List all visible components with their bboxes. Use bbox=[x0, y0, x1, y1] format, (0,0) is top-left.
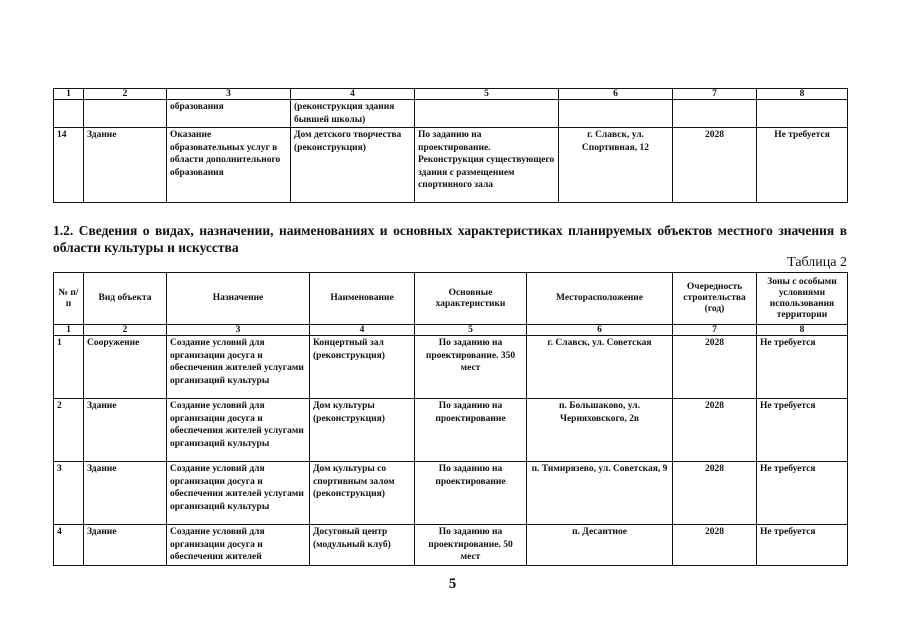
cell: 5 bbox=[415, 325, 527, 336]
cell: п. Большаково, ул. Черняховского, 2в bbox=[527, 399, 673, 462]
cell: По заданию на проектирование bbox=[415, 462, 527, 525]
cell: 8 bbox=[757, 89, 848, 100]
cell: По заданию на проектирование bbox=[415, 399, 527, 462]
objects-table-continued bbox=[53, 88, 848, 203]
column-number-row bbox=[54, 325, 848, 336]
table-row bbox=[54, 462, 848, 525]
cell: 3 bbox=[167, 89, 291, 100]
cell: 6 bbox=[559, 89, 673, 100]
cell: 2 bbox=[54, 399, 84, 462]
cell: 1 bbox=[54, 325, 84, 336]
cell: По заданию на проектирование. 350 мест bbox=[415, 336, 527, 399]
cell: Не требуется bbox=[757, 462, 848, 525]
cell: По заданию на проектирование. 50 мест bbox=[415, 525, 527, 566]
cell: 1 bbox=[54, 336, 84, 399]
cell: Не требуется bbox=[757, 399, 848, 462]
cell: 7 bbox=[673, 89, 757, 100]
column-header: № п/п bbox=[54, 273, 84, 325]
cell: 2028 bbox=[673, 128, 757, 203]
cell: образования bbox=[167, 100, 291, 128]
cell: г. Славск, ул. Советская bbox=[527, 336, 673, 399]
cell bbox=[415, 100, 559, 128]
cell: Здание bbox=[84, 462, 167, 525]
table-row bbox=[54, 100, 848, 128]
cell: Концертный зал (реконструкция) bbox=[310, 336, 415, 399]
cell: Дом детского творчества (реконструкция) bbox=[291, 128, 415, 203]
cell: Здание bbox=[84, 399, 167, 462]
cell bbox=[54, 100, 84, 128]
column-header: Вид объекта bbox=[84, 273, 167, 325]
culture-objects-table bbox=[53, 272, 848, 566]
cell: Создание условий для организации досуга и обеспечения жителей bbox=[167, 525, 310, 566]
cell: 2028 bbox=[673, 525, 757, 566]
cell: Создание условий для организации досуга и обеспечения жителей услугами организаций культуры bbox=[167, 336, 310, 399]
cell bbox=[757, 100, 848, 128]
column-header: Основные характеристики bbox=[415, 273, 527, 325]
section-heading: 1.2. Сведения о видах, назначении, наименованиях и основных характеристиках планируемых объектов местного значения в области культуры и искусства bbox=[53, 223, 847, 255]
column-header: Назначение bbox=[167, 273, 310, 325]
cell: п. Тимирязево, ул. Советская, 9 bbox=[527, 462, 673, 525]
cell: Создание условий для организации досуга и обеспечения жителей услугами организаций культуры bbox=[167, 462, 310, 525]
column-header: Месторасположение bbox=[527, 273, 673, 325]
cell: 3 bbox=[167, 325, 310, 336]
cell: 2 bbox=[84, 325, 167, 336]
cell: 6 bbox=[527, 325, 673, 336]
cell: 4 bbox=[54, 525, 84, 566]
cell: Создание условий для организации досуга и обеспечения жителей услугами организаций культуры bbox=[167, 399, 310, 462]
cell: 5 bbox=[415, 89, 559, 100]
cell bbox=[673, 100, 757, 128]
cell bbox=[84, 100, 167, 128]
column-header: Наименование bbox=[310, 273, 415, 325]
cell bbox=[559, 100, 673, 128]
cell: 3 bbox=[54, 462, 84, 525]
column-number-row bbox=[54, 89, 848, 100]
cell: 7 bbox=[673, 325, 757, 336]
cell: Дом культуры со спортивным залом (реконструкция) bbox=[310, 462, 415, 525]
table-row bbox=[54, 525, 848, 566]
table-row bbox=[54, 336, 848, 399]
table-row bbox=[54, 128, 848, 203]
cell: Здание bbox=[84, 525, 167, 566]
cell: 2028 bbox=[673, 336, 757, 399]
cell: (реконструкция здания бывшей школы) bbox=[291, 100, 415, 128]
cell: Сооружение bbox=[84, 336, 167, 399]
table-row bbox=[54, 399, 848, 462]
cell: 4 bbox=[291, 89, 415, 100]
cell: г. Славск, ул. Спортивная, 12 bbox=[559, 128, 673, 203]
column-header: Очередность строительства (год) bbox=[673, 273, 757, 325]
cell: Не требуется bbox=[757, 525, 848, 566]
cell: Оказание образовательных услуг в области дополнительного образования bbox=[167, 128, 291, 203]
cell: Здание bbox=[84, 128, 167, 203]
cell: Дом культуры (реконструкция) bbox=[310, 399, 415, 462]
table-header-row bbox=[54, 273, 848, 325]
cell: Не требуется bbox=[757, 336, 848, 399]
cell: 2 bbox=[84, 89, 167, 100]
cell: 2028 bbox=[673, 462, 757, 525]
cell: Досуговый центр (модульный клуб) bbox=[310, 525, 415, 566]
cell: По заданию на проектирование. Реконструкция существующего здания с размещением спортивного зала bbox=[415, 128, 559, 203]
page-number: 5 bbox=[448, 576, 457, 592]
cell: 1 bbox=[54, 89, 84, 100]
cell: п. Десантное bbox=[527, 525, 673, 566]
cell: 8 bbox=[757, 325, 848, 336]
cell: 14 bbox=[54, 128, 84, 203]
table-caption: Таблица 2 bbox=[787, 255, 847, 270]
cell: 4 bbox=[310, 325, 415, 336]
column-header: Зоны с особыми условиями использования территории bbox=[757, 273, 848, 325]
cell: 2028 bbox=[673, 399, 757, 462]
cell: Не требуется bbox=[757, 128, 848, 203]
